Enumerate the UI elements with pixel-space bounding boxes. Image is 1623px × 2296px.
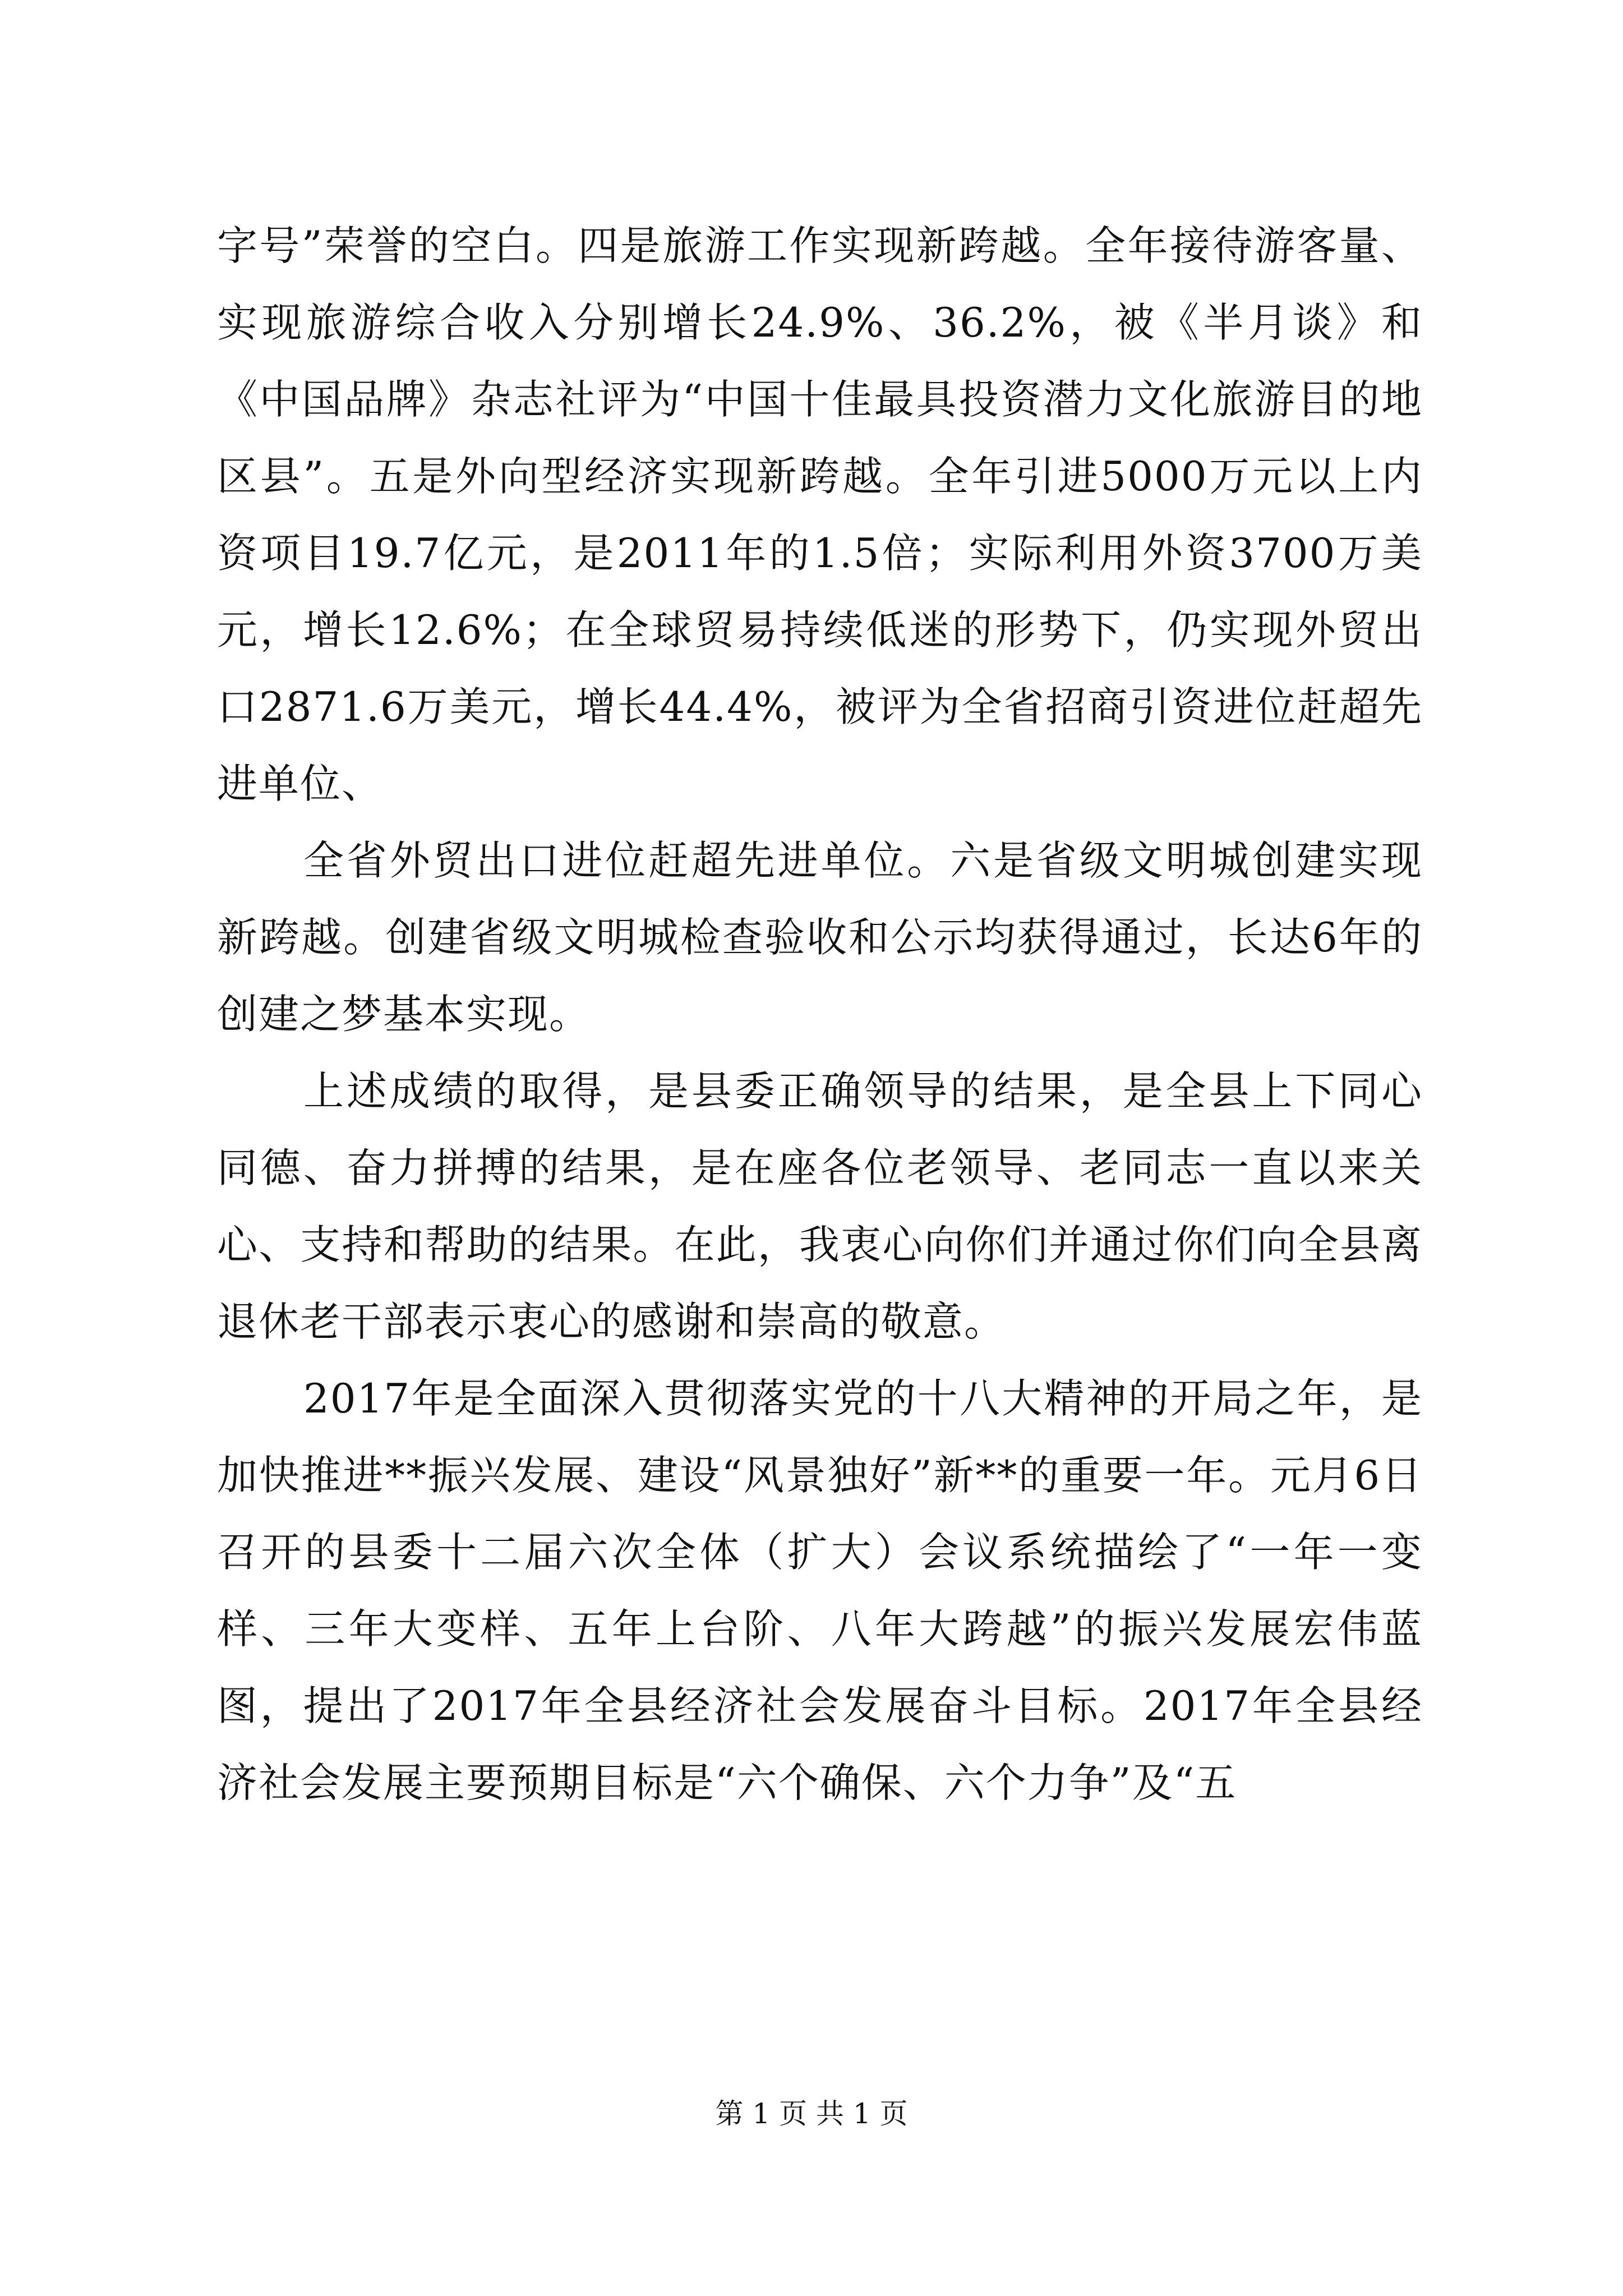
paragraph-1: 字号”荣誉的空白。四是旅游工作实现新跨越。全年接待游客量、实现旅游综合收入分别增长24.9%、36.2%，被《半月谈》和《中国品牌》杂志社评为“中国十佳最具投资潜力文化旅游目的地区县”。五是外向型经济实现新跨越。全年引进5000万元以上内资项目19.7亿元，是2011年的1.5倍；实际利用外资3700万美元，增长12.6%；在全球贸易持续低迷的形势下，仍实现外贸出口2871.6万美元，增长44.4%，被评为全省招商引资进位赶超先进单位、 [217, 222, 1423, 807]
paragraph-4: 2017年是全面深入贯彻落实党的十八大精神的开局之年，是加快推进**振兴发展、建设“风景独好”新**的重要一年。元月6日召开的县委十二届六次全体（扩大）会议系统描绘了“一年一变样、三年大变样、五年上台阶、八年大跨越”的振兴发展宏伟蓝图，提出了2017年全县经济社会发展奋斗目标。2017年全县经济社会发展主要预期目标是“六个确保、六个力争”及“五 [217, 1375, 1423, 1806]
paragraph-3: 上述成绩的取得，是县委正确领导的结果，是全县上下同心同德、奋力拼搏的结果，是在座各位老领导、老同志一直以来关心、支持和帮助的结果。在此，我衷心向你们并通过你们向全县离退休老干部表示衷心的感谢和崇高的敬意。 [217, 1068, 1423, 1345]
document-body [217, 208, 1423, 1821]
paragraph-2: 全省外贸出口进位赶超先进单位。六是省级文明城创建实现新跨越。创建省级文明城检查验收和公示均获得通过，长达6年的创建之梦基本实现。 [217, 837, 1423, 1038]
page-number-footer: 第 1 页 共 1 页 [715, 2097, 908, 2130]
